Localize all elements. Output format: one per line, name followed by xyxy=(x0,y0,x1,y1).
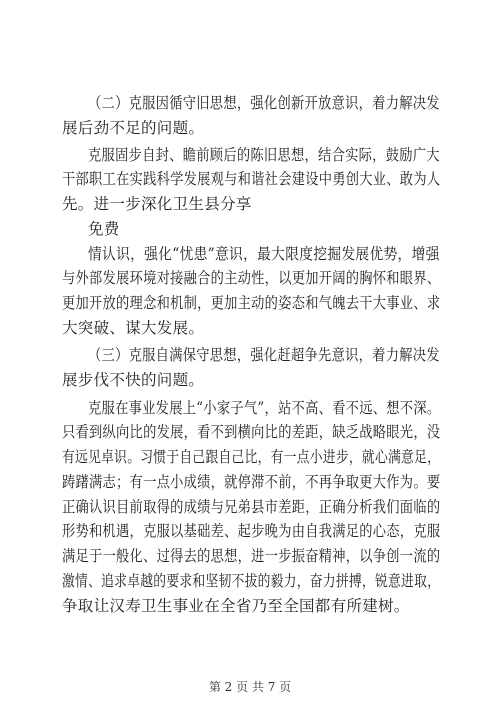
text-line: 展后劲不足的问题。 xyxy=(62,119,205,137)
text-line: 先。进一步深化卫生县分享 xyxy=(62,195,252,213)
text-line: 满足于一般化、过得去的思想，进一步振奋精神，以争创一流的 xyxy=(62,547,441,565)
text-line: 形势和机遇，克服以基础差、起步晚为由自我满足的心态，克服 xyxy=(62,522,441,540)
paragraph-start: 克服在事业发展上“小家子气”，站不高、看不远、想不深。 xyxy=(88,399,441,417)
text-line: 踌躇满志；有一点小成绩，就停滞不前，不再争取更大作为。要 xyxy=(62,473,441,491)
text-line: 展步伐不快的问题。 xyxy=(62,371,205,389)
paragraph-start: 克服固步自封、瞻前顾后的陈旧思想，结合实际，鼓励广大 xyxy=(88,146,440,164)
text-line: 免费 xyxy=(88,220,120,238)
text-line: 只看到纵向比的发展，看不到横向比的差距，缺乏战略眼光，没 xyxy=(62,423,441,441)
text-line: 更加开放的理念和机制，更加主动的姿态和气魄去干大事业、求 xyxy=(62,294,441,312)
text-line: 争取让汉寿卫生事业在全省乃至全国都有所建树。 xyxy=(62,597,410,615)
text-line: 有远见卓识。习惯于自己跟自己比，有一点小进步，就心满意足， xyxy=(62,448,441,466)
text-line: 激情、追求卓越的要求和坚韧不拔的毅力，奋力拼搏，锐意进取， xyxy=(62,572,441,590)
text-line: 干部职工在实践科学发展观与和谐社会建设中勇创大业、敢为人 xyxy=(62,170,441,188)
text-line: 与外部发展环境对接融合的主动性，以更加开阔的胸怀和眼界、 xyxy=(62,269,441,287)
text-line: 大突破、谋大发展。 xyxy=(62,319,205,337)
heading-2: （二）克服因循守旧思想，强化创新开放意识，着力解决发 xyxy=(88,94,440,112)
heading-3: （三）克服自满保守思想，强化赶超争先意识，着力解决发 xyxy=(88,346,440,364)
page-number-footer: 第 2 页 共 7 页 xyxy=(208,680,292,694)
text-line: 情认识，强化“忧患”意识，最大限度挖掘发展优势，增强 xyxy=(88,245,440,263)
text-line: 正确认识目前取得的成绩与兄弟县市差距，正确分析我们面临的 xyxy=(62,498,441,516)
